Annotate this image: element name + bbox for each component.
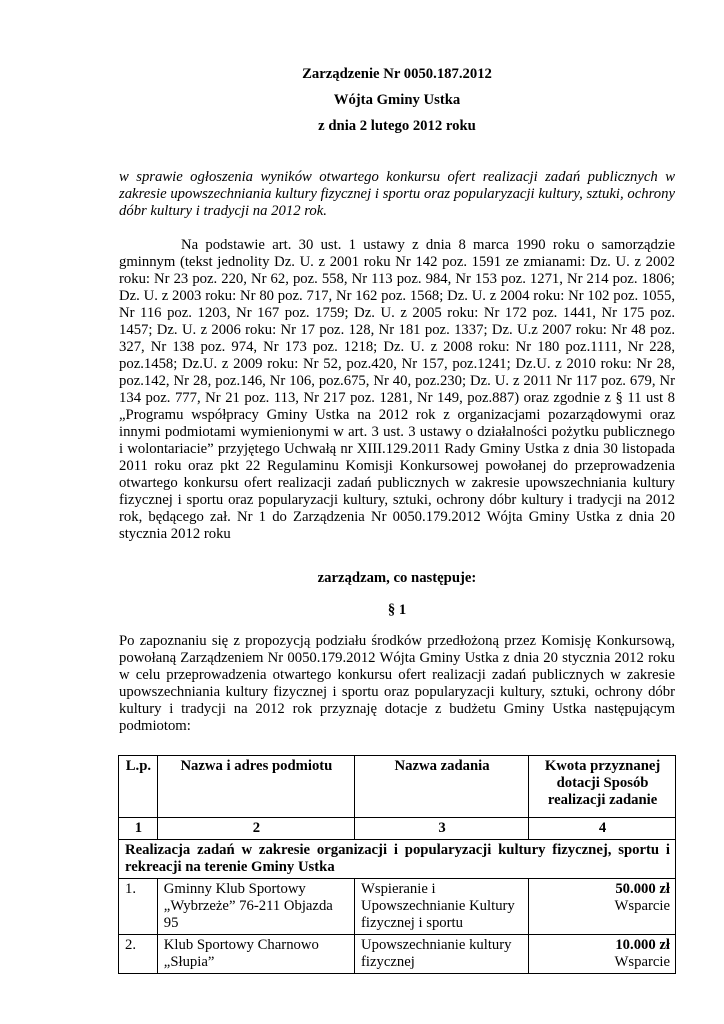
paragraph-mark: § 1 (387, 601, 407, 618)
paragraph-text: Po zapoznaniu się z propozycją podziału środków przedłożoną przez Komisję Konkursową, powołaną Zarządzeniem Nr 0050.179.2012 Wójta Gminy Ustka z dnia 20 stycznia 2012 roku w celu przeprowadzenia otwartego konkursu ofert realizacji zadań publicznych w zakresie upowszechniania kultury fizycznej i sportu oraz popularyzacji kultury, sztuki, ochrony dóbr kultury i tradycji na 2012 rok przyznaję dotacje z budżetu Gminy Ustka następującym podmiotom: (119, 633, 675, 735)
row-task: Wspieranie i Upowszechnianie Kultury fizycznej i sportu (355, 879, 529, 935)
row-lp: 2. (119, 935, 158, 974)
section-row (119, 840, 676, 879)
row-lp: 1. (119, 879, 158, 935)
header-task: Nazwa zadania (355, 756, 529, 818)
ordinance-date: z dnia 2 lutego 2012 roku (318, 118, 476, 134)
row-mode: Wsparcie (614, 954, 670, 971)
column-number: 1 (119, 818, 158, 840)
row-amount-cell (529, 879, 676, 935)
ordinance-issuer: Wójta Gminy Ustka (333, 92, 461, 108)
row-entity: Gminny Klub Sportowy „Wybrzeże” 76-211 Objazda 95 (157, 879, 354, 935)
ordinance-number: Zarządzenie Nr 0050.187.2012 (302, 66, 492, 82)
column-number: 4 (529, 818, 676, 840)
row-amount-cell (529, 935, 676, 974)
header-lp: L.p. (119, 756, 158, 818)
row-amount: 50.000 zł (615, 881, 670, 898)
document-page (119, 66, 675, 974)
row-amount: 10.000 zł (615, 937, 670, 954)
table-header-row (119, 756, 676, 818)
column-number: 3 (355, 818, 529, 840)
legal-basis: Na podstawie art. 30 ust. 1 ustawy z dnia 8 marca 1990 roku o samorządzie gminnym (tekst jednolity Dz. U. z 2001 roku Nr 142 poz. 1591 ze zmianami: Dz. U. z 2002 roku: Nr 23 poz. 220, Nr 62, poz. 558, Nr 113 poz. 984, Nr 153 poz. 1271, Nr 214 poz. 1806; Dz. U. z 2003 roku: Nr 80 poz. 717, Nr 162 poz. 1568; Dz. U. z 2004 roku: Nr 102 poz. 1055, Nr 116 poz. 1203, Nr 167 poz. 1759; Dz. U. z 2005 roku: Nr 172 poz. 1441, Nr 175 poz. 1457; Dz. U. z 2006 roku: Nr 17 poz. 128, Nr 181 poz. 1337; Dz. U.z 2007 roku: Nr 48 poz. 327, Nr 138 poz. 974, Nr 173 poz. 1218; Dz. U. z 2008 roku: Nr 180 poz.1111, Nr 228, poz.1458; Dz.U. z 2009 roku: Nr 52, poz.420, Nr 157, poz.1241; Dz.U. z 2010 roku: Nr 28, poz.142, Nr 28, poz.146, Nr 106, poz.675, Nr 40, poz.230; Dz. U. z 2011 Nr 117 poz. 679, Nr 134 poz. 777, Nr 21 poz. 113, Nr 217 poz. 1281, Nr 149, poz.887) oraz zgodnie z § 11 ust 8 „Programu współpracy Gminy Ustka na 2012 rok z organizacjami pozarządowymi oraz innymi podmiotami wymienionymi w art. 3 ust. 3 ustawy o działalności pożytku publicznego i wolontariacie” przyjętego Uchwałą nr XIII.129.2011 Rady Gminy Ustka z dnia 30 listopada 2011 roku oraz pkt 22 Regulaminu Komisji Konkursowej powołanej do przeprowadzenia otwartego konkursu ofert realizacji zadań publicznych w zakresie upowszechniania kultury fizycznej i sportu oraz popularyzacji kultury, sztuki, ochrony dóbr kultury i tradycji na 2012 rok, będącego zał. Nr 1 do Zarządzenia Nr 0050.179.2012 Wójta Gminy Ustka z dnia 20 stycznia 2012 roku (119, 237, 675, 542)
table-row (119, 935, 676, 974)
table-row (119, 879, 676, 935)
header-entity: Nazwa i adres podmiotu (157, 756, 354, 818)
column-number: 2 (157, 818, 354, 840)
column-number-row (119, 818, 676, 840)
row-entity: Klub Sportowy Charnowo „Słupia” (157, 935, 354, 974)
order-heading: zarządzam, co następuje: (317, 570, 477, 586)
grants-table (118, 755, 676, 974)
row-mode: Wsparcie (614, 898, 670, 915)
ordinance-subject: w sprawie ogłoszenia wyników otwartego konkursu ofert realizacji zadań publicznych w zakresie upowszechniania kultury fizycznej i sportu oraz popularyzacji kultury, sztuki, ochrony dóbr kultury i tradycji na 2012 rok. (119, 169, 675, 219)
row-task: Upowszechnianie kultury fizycznej (355, 935, 529, 974)
section-title: Realizacja zadań w zakresie organizacji i popularyzacji kultury fizycznej, sportu i rekreacji na terenie Gminy Ustka (119, 840, 676, 879)
header-amount: Kwota przyznanej dotacji Sposób realizacji zadanie (529, 756, 676, 818)
